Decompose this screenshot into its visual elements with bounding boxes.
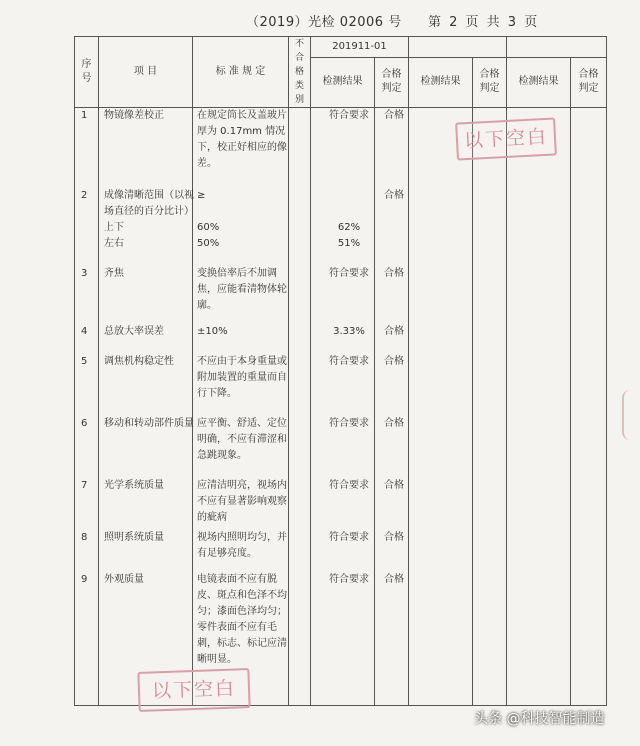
report-number: （2019）光检 02006 号 [246, 15, 402, 30]
row-1-no: 1 [81, 110, 88, 121]
row-9-judgement: 合格 [384, 574, 404, 585]
edge-seal-mark [622, 390, 640, 440]
row-5-judgement: 合格 [384, 356, 404, 367]
row-9-no: 9 [81, 574, 88, 585]
row-1-item: 物镜像差校正 [104, 110, 164, 121]
header-result-1: 检测结果 [311, 57, 375, 107]
header-batch-3 [507, 37, 607, 58]
row-7-item: 光学系统质量 [104, 480, 164, 491]
row-8-no: 8 [81, 532, 88, 543]
row-4-item: 总放大率误差 [104, 326, 164, 337]
source-watermark: 头条 @科技智能制造 [474, 711, 605, 727]
row-9-standard: 电镜表面不应有脱皮、斑点和色泽不均匀；漆面色泽均匀；零件表面不应有毛刺，标志、标记应清晰明显。 [197, 574, 287, 665]
header-nonconformity-class: 不合格类别 [289, 37, 311, 108]
header-judgement-3: 合格判定 [571, 57, 607, 107]
row-2-sub-1-standard: 60% [197, 222, 220, 233]
col-nonconformity-body [289, 108, 311, 706]
col-standard-body [193, 108, 289, 706]
row-8-result: 符合要求 [329, 532, 369, 543]
row-1-judgement: 合格 [384, 110, 404, 121]
row-3-item: 齐焦 [104, 268, 124, 279]
row-2-sub-2-standard: 50% [197, 238, 220, 249]
row-4-standard: ±10% [197, 326, 228, 337]
header-no: 序号 [75, 37, 99, 108]
row-2-sub-2-result: 51% [337, 238, 361, 249]
col-item-body [99, 108, 193, 706]
row-7-judgement: 合格 [384, 480, 404, 491]
row-2-standard: ≥ [197, 190, 206, 201]
row-8-standard: 视场内照明均匀，并有足够亮度。 [197, 532, 287, 559]
col-judgement-3-body [571, 108, 607, 706]
row-4-result: 3.33% [333, 326, 365, 337]
header-judgement-2: 合格判定 [473, 57, 507, 107]
row-4-no: 4 [81, 326, 88, 337]
row-5-item: 调焦机构稳定性 [104, 356, 174, 367]
row-6-standard: 应平衡、舒适、定位明确，不应有滞涩和急跳现象。 [197, 418, 287, 461]
row-2-sub-1-result: 62% [337, 222, 361, 233]
header-judgement-1: 合格判定 [375, 57, 409, 107]
row-1-result: 符合要求 [329, 110, 369, 121]
row-3-judgement: 合格 [384, 268, 404, 279]
row-7-result: 符合要求 [329, 480, 369, 491]
col-judgement-2-body [473, 108, 507, 706]
row-3-standard: 变换倍率后不加调焦，应能看清物体轮廓。 [197, 268, 287, 311]
row-5-standard: 不应由于本身重量或附加装置的重量而自行下降。 [197, 356, 287, 399]
row-6-result: 符合要求 [329, 418, 369, 429]
blank-below-stamp-bottom: 以下空白 [137, 668, 250, 712]
row-2-item: 成像清晰范围（以视场直径的百分比计） [104, 190, 194, 217]
row-7-no: 7 [81, 480, 88, 491]
header-item: 项 目 [99, 37, 193, 108]
page-info: 第 2 页 共 3 页 [428, 15, 538, 30]
header-batch-2 [409, 37, 507, 58]
header-standard: 标 准 规 定 [193, 37, 289, 108]
blank-below-stamp-top: 以下空白 [455, 117, 557, 160]
header-result-2: 检测结果 [409, 57, 473, 107]
row-2-judgement: 合格 [384, 190, 404, 201]
header-batch-1: 201911-01 [311, 37, 409, 58]
row-6-judgement: 合格 [384, 418, 404, 429]
col-result-3-body [507, 108, 571, 706]
header-result-3: 检测结果 [507, 57, 571, 107]
row-2-no: 2 [81, 190, 88, 201]
row-2-sub-2-item: 左右 [104, 238, 124, 249]
row-8-judgement: 合格 [384, 532, 404, 543]
row-8-item: 照明系统质量 [104, 532, 164, 543]
page-header [0, 8, 640, 30]
row-5-result: 符合要求 [329, 356, 369, 367]
row-4-judgement: 合格 [384, 326, 404, 337]
col-result-1-body [311, 108, 375, 706]
col-no-body [75, 108, 99, 706]
row-7-standard: 应清洁明亮，视场内不应有显著影响观察的疵病 [197, 480, 287, 523]
col-judgement-1-body [375, 108, 409, 706]
row-5-no: 5 [81, 356, 88, 367]
row-3-result: 符合要求 [329, 268, 369, 279]
row-9-item: 外观质量 [104, 574, 144, 585]
col-result-2-body [409, 108, 473, 706]
row-9-result: 符合要求 [329, 574, 369, 585]
row-6-no: 6 [81, 418, 88, 429]
row-1-standard: 在规定筒长及盖玻片厚为 0.17mm 情况下，校正好相应的像差。 [197, 110, 287, 169]
row-3-no: 3 [81, 268, 88, 279]
row-2-sub-1-item: 上下 [104, 222, 124, 233]
row-6-item: 移动和转动部件质量 [104, 418, 194, 429]
